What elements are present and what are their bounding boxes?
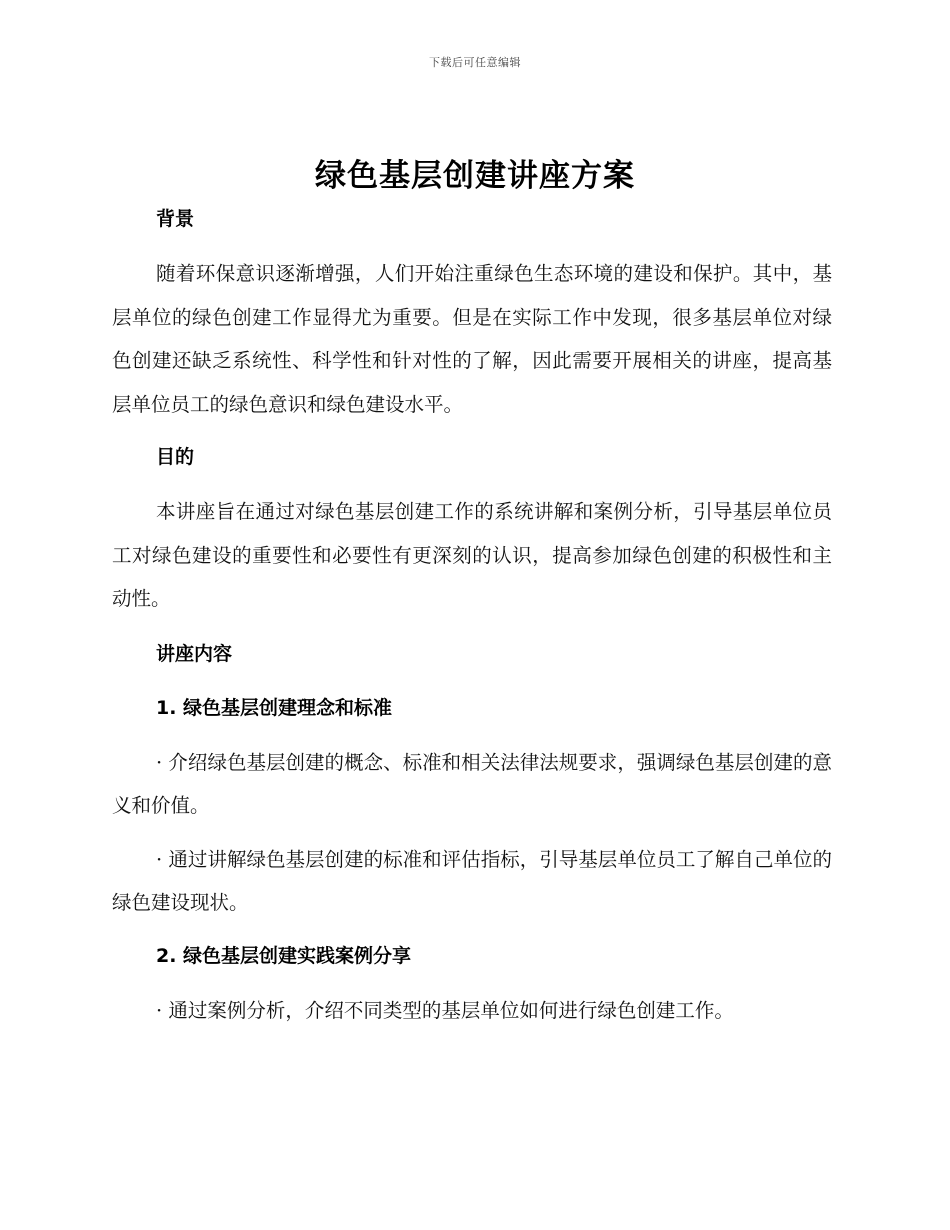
- subsection-heading-1: 1. 绿色基层创建理念和标准: [156, 696, 393, 719]
- document-body: [112, 198, 832, 1032]
- bullet-point: · 通过案例分析，介绍不同类型的基层单位如何进行绿色创建工作。: [156, 998, 734, 1022]
- bullet-point: · 介绍绿色基层创建的概念、标准和相关法律法规要求，强调绿色基层创建的意义和价值。: [112, 750, 832, 817]
- bullet-point: · 通过讲解绿色基层创建的标准和评估指标，引导基层单位员工了解自己单位的绿色建设现状。: [112, 847, 832, 914]
- section-body-background: 随着环保意识逐渐增强，人们开始注重绿色生态环境的建设和保护。其中，基层单位的绿色创建工作显得尤为重要。但是在实际工作中发现，很多基层单位对绿色创建还缺乏系统性、科学性和针对性的了解，因此需要开展相关的讲座，提高基层单位员工的绿色意识和绿色建设水平。: [112, 262, 832, 416]
- section-heading-background: 背景: [156, 208, 195, 230]
- document-title: 绿色基层创建讲座方案: [315, 158, 635, 194]
- section-body-purpose: 本讲座旨在通过对绿色基层创建工作的系统讲解和案例分析，引导基层单位员工对绿色建设的重要性和必要性有更深刻的认识，提高参加绿色创建的积极性和主动性。: [112, 500, 832, 610]
- section-heading-content: 讲座内容: [156, 642, 233, 665]
- section-heading-purpose: 目的: [156, 446, 195, 468]
- page-header: 下载后可任意编辑: [429, 56, 521, 69]
- subsection-heading-2: 2. 绿色基层创建实践案例分享: [156, 944, 412, 967]
